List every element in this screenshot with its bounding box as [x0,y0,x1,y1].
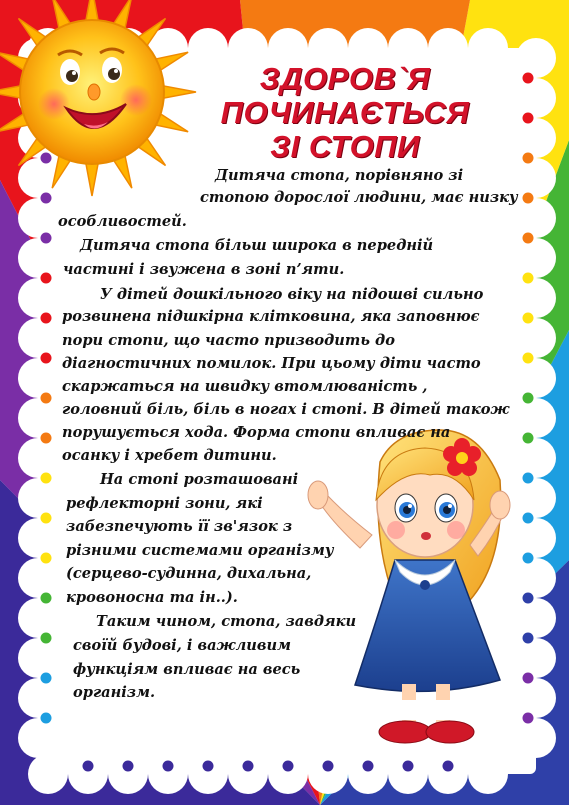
body-line: забезпечують її зв'язок з [66,518,293,535]
body-line: своїй будові, і важливим [73,637,291,654]
body-line: На стопі розташовані [100,471,299,488]
body-line: (серцево-судинна, дихальна, [66,565,312,582]
body-line: пори стопи, що часто призводить до [62,332,395,349]
body-line: головний біль, біль в ногах і стопі. В дітей також [62,401,510,418]
body-line: У дітей дошкільного віку на підошві сильно [100,286,484,303]
body-line: Таким чином, стопа, завдяки [96,613,357,630]
body-line: діагностичних помилок. При цьому діти часто [62,355,481,372]
body-line: Дитяча стопа, порівняно зі [215,167,464,184]
body-line: осанку і хребет дитини. [62,447,277,464]
body-line: організм. [73,684,156,701]
body-line: кровоносна та ін..). [66,589,238,606]
body-line: рефлекторні зони, які [66,495,263,512]
body-line: різними системами організму [66,542,334,559]
body-line: стопою дорослої людини, має низку [200,189,518,206]
body-line: Дитяча стопа більш широка в передній [80,237,434,254]
body-line: розвинена підшкірна клітковина, яка заповнює [62,308,480,325]
body-line: скаржаться на швидку втомлюваність , [62,378,428,395]
title-line: ЗДОРОВ`Я [259,61,431,96]
body-line: частині і звужена в зоні п’яти. [63,261,345,278]
title-line: ПОЧИНАЄТЬСЯ [220,95,470,130]
body-line: порушується хода. Форма стопи впливає на [62,424,451,441]
body-line: особливостей. [58,213,187,230]
body-line: функціям впливає на весь [73,661,301,678]
title-line: ЗІ СТОПИ [270,129,420,164]
